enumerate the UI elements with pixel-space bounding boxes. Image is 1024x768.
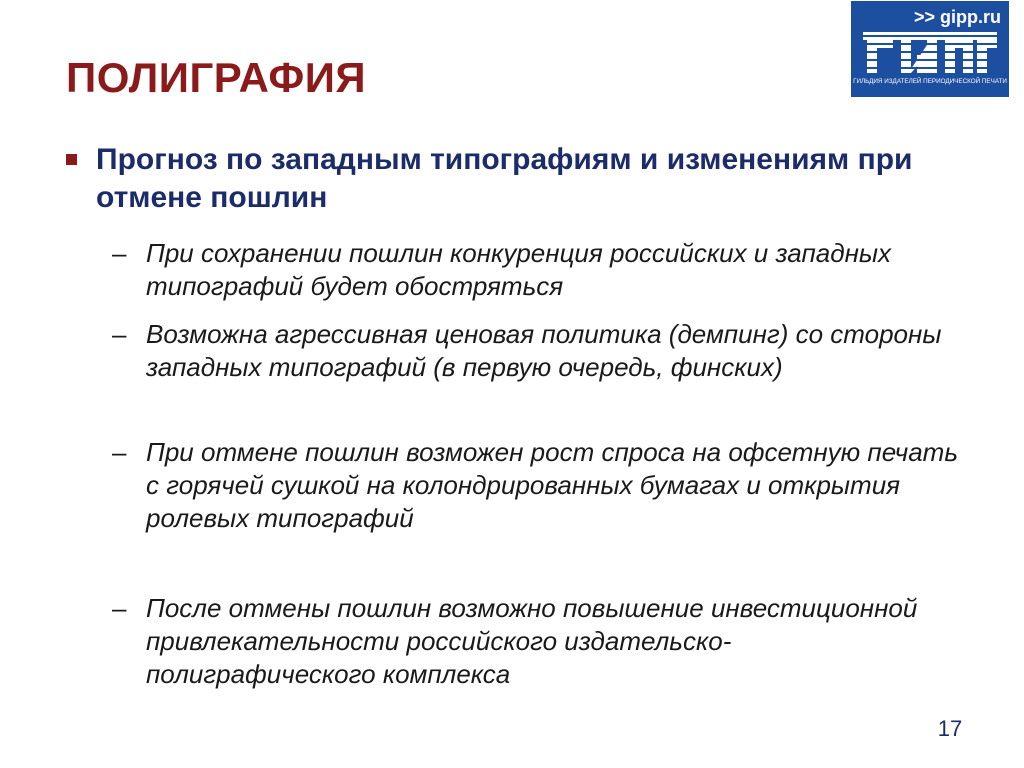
slide-title: ПОЛИГРАФИЯ <box>66 54 367 101</box>
main-bullet-text: Прогноз по западным типографиям и изменениям при отмене пошлин <box>96 143 913 214</box>
dash-icon: – <box>112 437 127 467</box>
sub-bullet-2: Возможна агрессивная ценовая политика (демпинг) со стороны западных типографий (в первую очередь, финских) <box>146 319 942 382</box>
gipp-logo[interactable] <box>851 1 1009 97</box>
bullet-square-icon <box>66 154 77 165</box>
sub-bullet-4: После отмены пошлин возможно повышение инвестиционной привлекательности российского издательско-полиграфического комплекса <box>146 593 918 689</box>
logo-caption: ГИЛЬДИЯ ИЗДАТЕЛЕЙ ПЕРИОДИЧЕСКОЙ ПЕЧАТИ <box>853 78 1007 85</box>
dash-icon: – <box>112 319 127 349</box>
sub-bullet-1: При сохранении пошлин конкуренция российских и западных типографий будет обостряться <box>146 238 892 301</box>
logo-url-text: >> gipp.ru <box>913 7 1001 27</box>
gipp-mark-icon <box>863 31 997 73</box>
dash-icon: – <box>112 238 127 268</box>
sub-bullet-3: При отмене пошлин возможен рост спроса на офсетную печать с горячей сушкой на колондрированных бумагах и открытия ролевых типографий <box>146 437 958 533</box>
page-number: 17 <box>937 716 963 741</box>
dash-icon: – <box>112 593 127 623</box>
